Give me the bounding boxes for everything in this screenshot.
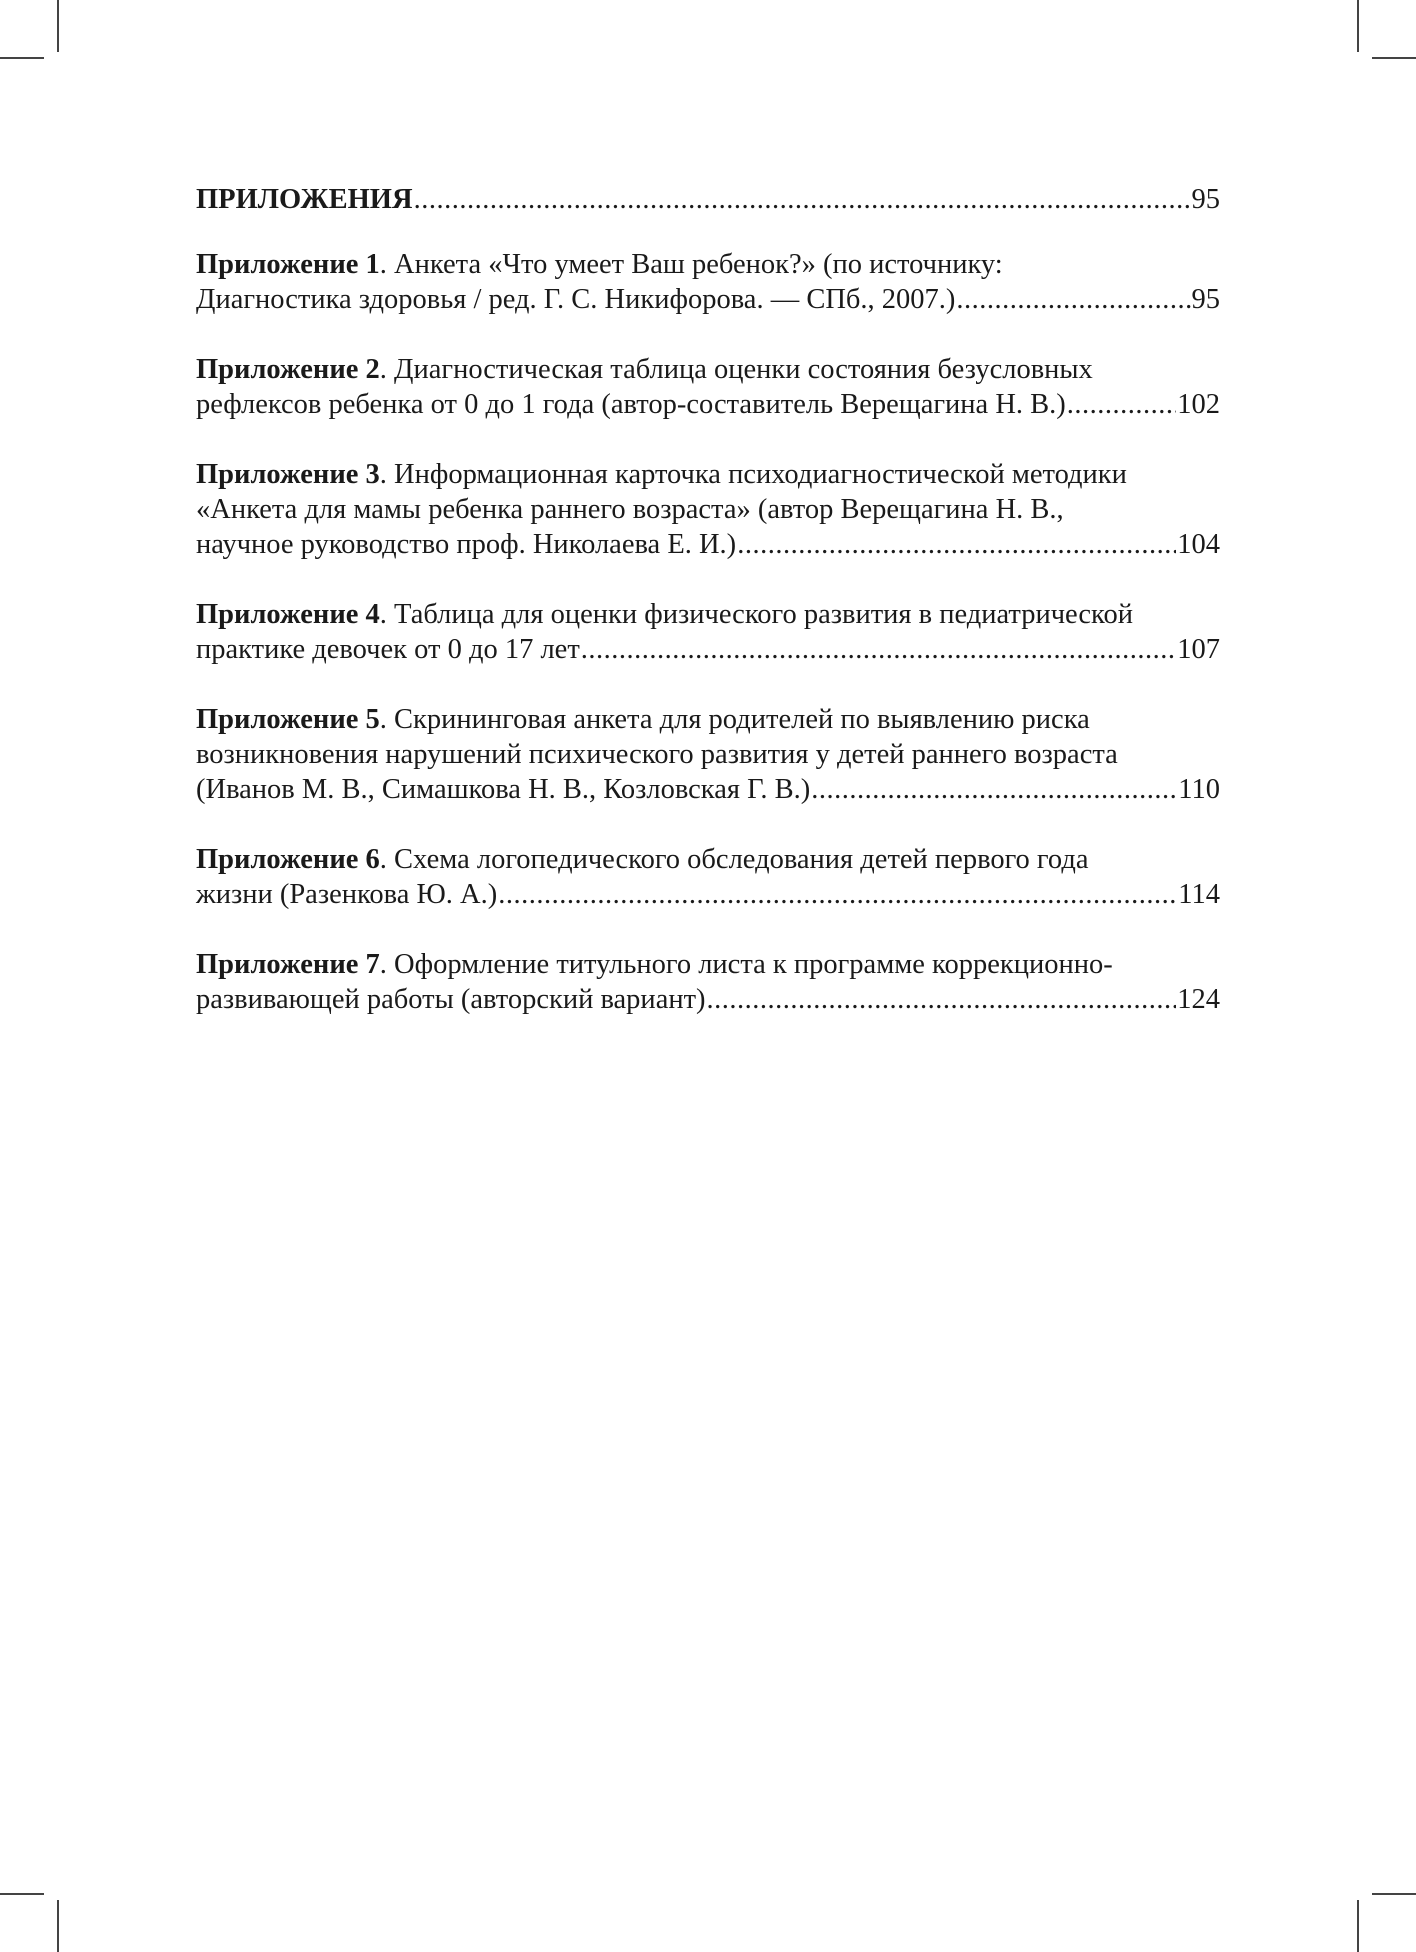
- entry-last-line: [196, 982, 1220, 1017]
- entry-line: Приложение 1. Анкета «Что умеет Ваш ребенок?» (по источнику:: [196, 249, 1003, 280]
- entry-last-line: [196, 877, 1220, 912]
- entry-text: развивающей работы (авторский вариант): [196, 984, 706, 1015]
- page-number: 102: [1177, 389, 1220, 420]
- entry-line: Приложение 4. Таблица для оценки физического развития в педиатрической: [196, 599, 1133, 630]
- dot-leader: [414, 182, 1191, 217]
- crop-mark: [1372, 57, 1416, 59]
- page-number: 104: [1177, 529, 1220, 560]
- section-title: ПРИЛОЖЕНИЯ: [196, 184, 413, 215]
- toc-section-heading: [196, 182, 1220, 217]
- entry-text: Анкета «Что умеет Ваш ребенок?» (по источнику:: [394, 249, 1003, 280]
- entry-label: Приложение 5: [196, 704, 380, 735]
- entry-last-line: [196, 772, 1220, 807]
- toc-entry-1: [196, 247, 1220, 317]
- toc-entry-2: [196, 352, 1220, 422]
- entry-text: жизни (Разенкова Ю. А.): [196, 879, 498, 910]
- entry-text: Диагностика здоровья / ред. Г. С. Никифорова. — СПб., 2007.): [196, 284, 956, 315]
- page-number: 95: [1191, 184, 1220, 215]
- entry-text: возникновения нарушений психического развития у детей раннего возраста: [196, 739, 1118, 770]
- entry-text: Диагностическая таблица оценки состояния безусловных: [394, 354, 1093, 385]
- entry-line: Приложение 6. Схема логопедического обследования детей первого года: [196, 844, 1089, 875]
- page-number: 110: [1178, 774, 1220, 805]
- entry-label: Приложение 6: [196, 844, 380, 875]
- toc-entry-3: [196, 457, 1220, 562]
- dot-leader: [956, 282, 1190, 317]
- entry-text: научное руководство проф. Николаева Е. И.): [196, 529, 737, 560]
- crop-mark: [1357, 0, 1359, 52]
- entry-text: рефлексов ребенка от 0 до 1 года (автор-составитель Верещагина Н. В.): [196, 389, 1066, 420]
- entry-last-line: [196, 387, 1220, 422]
- crop-mark: [1372, 1893, 1416, 1895]
- dot-leader: [498, 877, 1177, 912]
- crop-mark: [57, 1900, 59, 1952]
- entry-last-line: [196, 527, 1220, 562]
- entry-line: Приложение 7. Оформление титульного листа к программе коррекционно-: [196, 949, 1113, 980]
- toc-entry-5: [196, 702, 1220, 807]
- entry-text: Таблица для оценки физического развития в педиатрической: [394, 599, 1133, 630]
- toc-entry-6: [196, 842, 1220, 912]
- entry-text: (Иванов М. В., Симашкова Н. В., Козловская Г. В.): [196, 774, 811, 805]
- entry-text: Информационная карточка психодиагностической методики: [394, 459, 1127, 490]
- dot-leader: [737, 527, 1176, 562]
- entry-label: Приложение 2: [196, 354, 380, 385]
- crop-mark: [57, 0, 59, 52]
- entry-label: Приложение 3: [196, 459, 380, 490]
- entry-last-line: [196, 282, 1220, 317]
- page-number: 114: [1178, 879, 1220, 910]
- entry-text: Скрининговая анкета для родителей по выявлению риска: [394, 704, 1090, 735]
- entry-label: Приложение 7: [196, 949, 380, 980]
- entry-line: Приложение 3. Информационная карточка психодиагностической методики: [196, 459, 1127, 490]
- entry-label: Приложение 4: [196, 599, 380, 630]
- table-of-contents: [196, 182, 1220, 1052]
- toc-entry-4: [196, 597, 1220, 667]
- toc-entry-7: [196, 947, 1220, 1017]
- crop-mark: [0, 57, 44, 59]
- entry-last-line: [196, 632, 1220, 667]
- page-number: 124: [1177, 984, 1220, 1015]
- entry-line: Приложение 5. Скрининговая анкета для родителей по выявлению риска: [196, 704, 1090, 735]
- entry-text: Схема логопедического обследования детей первого года: [394, 844, 1089, 875]
- entry-text: Оформление титульного листа к программе коррекционно-: [394, 949, 1113, 980]
- entry-label: Приложение 1: [196, 249, 380, 280]
- crop-mark: [0, 1893, 44, 1895]
- dot-leader: [581, 632, 1176, 667]
- dot-leader: [811, 772, 1177, 807]
- entry-text: практике девочек от 0 до 17 лет: [196, 634, 580, 665]
- entry-text: «Анкета для мамы ребенка раннего возраста» (автор Верещагина Н. В.,: [196, 494, 1064, 525]
- entry-line: [196, 737, 1220, 772]
- entry-line: Приложение 2. Диагностическая таблица оценки состояния безусловных: [196, 354, 1093, 385]
- dot-leader: [707, 982, 1177, 1017]
- dot-leader: [1067, 387, 1176, 422]
- entry-line: [196, 492, 1220, 527]
- page-number: 95: [1191, 284, 1220, 315]
- page-number: 107: [1177, 634, 1220, 665]
- crop-mark: [1357, 1900, 1359, 1952]
